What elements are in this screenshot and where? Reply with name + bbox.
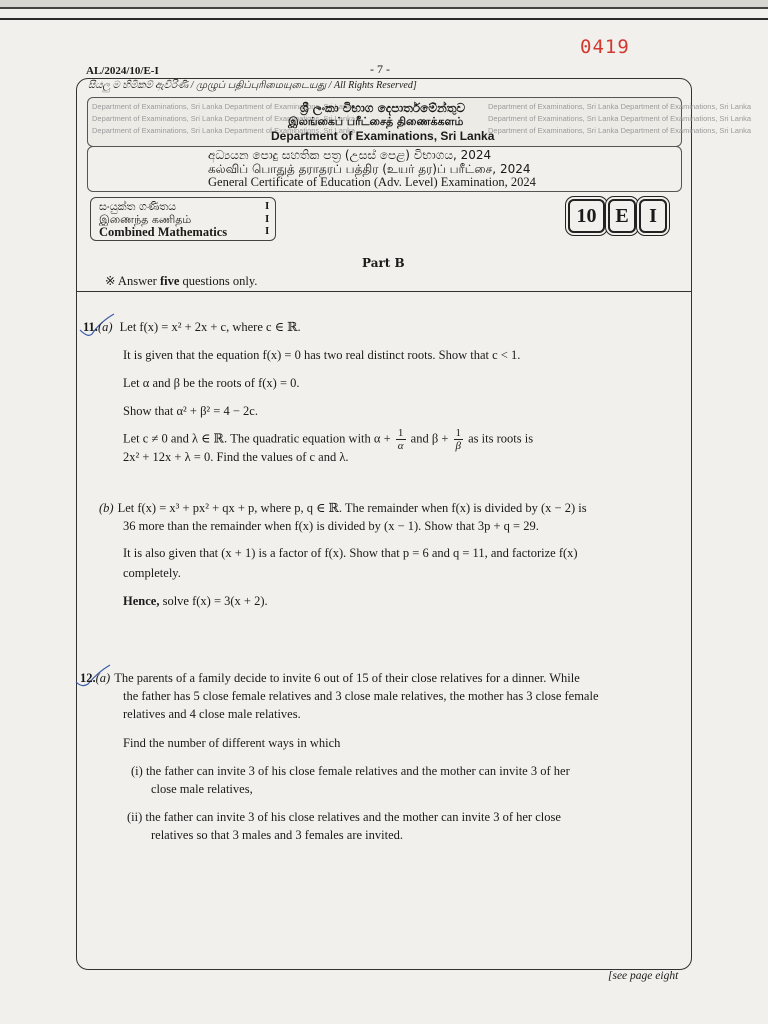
department-name-tamil: இலங்கைப் பரீட்சைத் திணைக்களம்	[288, 115, 464, 128]
q12-i-row	[131, 762, 570, 780]
subject-paper-roman: I	[265, 200, 270, 212]
q12-line1-row	[80, 669, 580, 687]
q11-b-line3: It is also given that (x + 1) is a factor of f(x). Show that p = 6 and q = 11, and factorize f(x)	[123, 546, 578, 560]
department-name-english: Department of Examinations, Sri Lanka	[271, 129, 495, 143]
q12-line3: relatives and 4 close male relatives.	[123, 707, 301, 721]
serial-number: 0419	[580, 36, 630, 58]
page-number: - 7 -	[370, 62, 390, 76]
q11-a-line1: Let f(x) = x² + 2x + c, where c ∈ ℝ.	[119, 320, 301, 334]
exam-title-tamil: கல்விப் பொதுத் தராதரப் பத்திர (உயர் தர)ப் பரீட்சை, 2024	[208, 162, 531, 176]
fraction-numerator: 1	[396, 427, 406, 440]
banner-background-text: Department of Examinations, Sri Lanka Department of Examinations, Sri Lanka	[92, 114, 356, 123]
q11-b-label: (b)	[99, 501, 114, 515]
paper-code: AL/2024/10/E-I	[86, 65, 159, 77]
instruction-post: questions only.	[182, 274, 258, 288]
q12-number: 12.	[80, 671, 96, 685]
q11-b-line1: Let f(x) = x³ + px² + qx + p, where p, q ∈ ℝ. The remainder when f(x) is divided by (x − 2) is	[117, 501, 587, 515]
q12-line1: The parents of a family decide to invite 6 out of 15 of their close relatives for a dinner. While	[114, 671, 580, 685]
instruction-line	[105, 273, 257, 289]
q11-b-line4: completely.	[123, 566, 181, 580]
paper-code-boxes	[568, 199, 667, 233]
q11-a-line5-post: as its roots is	[468, 431, 534, 446]
q12-a-label: (a)	[95, 671, 111, 685]
q12-i-line1: the father can invite 3 of his close female relatives and the mother can invite 3 of her	[145, 764, 570, 778]
q11-b-line2: 36 more than the remainder when f(x) is divided by (x − 1). Show that 3p + q = 29.	[123, 519, 539, 533]
q11-b-line5-row	[123, 592, 268, 610]
part-heading: Part B	[362, 256, 405, 270]
q11-number: 11.	[83, 320, 98, 334]
medium-code-box: E	[608, 199, 636, 233]
section-divider	[76, 291, 692, 292]
subject-english: Combined Mathematics	[99, 225, 228, 239]
department-name-sinhala: ශ්‍රී ලංකා විභාග දෙපාර්තමේන්තුව	[300, 101, 466, 115]
subject-sinhala: සංයුක්ත ගණිතය	[99, 200, 177, 213]
rights-line: සියලු ම හිමිකම් ඇවිරිණි / முழுப் பதிப்புரிமையுடையது / All Rights Reserved]	[88, 80, 417, 91]
subject-tamil: இணைந்த கணிதம்	[99, 213, 192, 226]
top-edge-band	[0, 0, 768, 8]
q11-a-line5-mid: and β +	[410, 431, 449, 446]
q11-a-label: (a)	[97, 320, 113, 334]
banner-background-text: Department of Examinations, Sri Lanka Department of Examinations, Sri Lanka	[488, 102, 752, 111]
subject-paper-roman: I	[265, 213, 270, 225]
exam-title-box	[87, 146, 682, 192]
q12-line2: the father has 5 close female relatives and 3 close male relatives, the mother has 3 close female	[123, 689, 599, 703]
banner-background-text: Department of Examinations, Sri Lanka Department of Examinations, Sri Lanka	[92, 126, 356, 135]
exam-title-sinhala: අධ්‍යයන පොදු සහතික පත්‍ර (උසස් පෙළ) විභාගය, 2024	[208, 148, 492, 162]
fraction-one-over-beta	[454, 427, 464, 452]
q12-i-line2: close male relatives,	[151, 782, 253, 796]
banner-background-text: Department of Examinations, Sri Lanka Department of Examinations, Sri Lanka	[92, 102, 356, 111]
q11-b-line1-row	[99, 499, 689, 517]
q12-ii-row	[127, 808, 561, 826]
fraction-denominator: α	[397, 440, 404, 452]
q11-a-line2: It is given that the equation f(x) = 0 has two real distinct roots. Show that c < 1.	[123, 348, 521, 362]
q11-part-a-intro	[83, 318, 301, 336]
subject-box	[90, 197, 276, 241]
top-rule	[0, 18, 768, 20]
q11-b-hence: Hence,	[123, 594, 160, 608]
q11-a-line5-pre: Let c ≠ 0 and λ ∈ ℝ. The quadratic equation with α +	[123, 431, 391, 446]
subject-paper-roman: I	[265, 225, 270, 237]
q11-b-line5: solve f(x) = 3(x + 2).	[159, 594, 268, 608]
banner-background-text: Department of Examinations, Sri Lanka Department of Examinations, Sri Lanka	[488, 126, 752, 135]
exam-title-english: General Certificate of Education (Adv. Level) Examination, 2024	[208, 175, 536, 189]
banner-background-text: Department of Examinations, Sri Lanka Department of Examinations, Sri Lanka	[488, 114, 752, 123]
paper-number-box: I	[639, 199, 667, 233]
fraction-numerator: 1	[455, 427, 461, 439]
q12-i-label: (i)	[131, 764, 143, 778]
q12-ii-line1: the father can invite 3 of his close relatives and the mother can invite 3 of her close	[145, 810, 561, 824]
q12-ii-line2: relatives so that 3 males and 3 females are invited.	[151, 828, 403, 842]
q12-line4: Find the number of different ways in which	[123, 736, 341, 750]
fraction-denominator: β	[455, 440, 461, 452]
page-footer-note: [see page eight	[608, 970, 679, 982]
q11-a-line4: Show that α² + β² = 4 − 2c.	[123, 404, 258, 418]
subject-code-box: 10	[568, 199, 605, 233]
department-banner	[87, 97, 752, 147]
q12-ii-label: (ii)	[127, 810, 143, 824]
q11-a-line6: 2x² + 12x + λ = 0. Find the values of c and λ.	[123, 450, 349, 464]
instruction-bold: five	[159, 274, 180, 288]
instruction-symbol: ※	[105, 274, 116, 288]
q11-a-line3: Let α and β be the roots of f(x) = 0.	[123, 376, 300, 390]
fraction-one-over-alpha	[396, 427, 406, 452]
instruction-pre: Answer	[117, 274, 157, 288]
